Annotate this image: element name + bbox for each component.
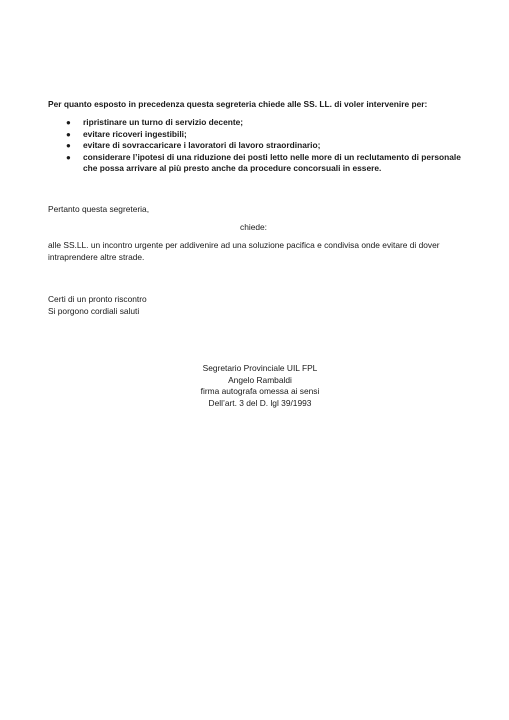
request-list	[48, 117, 468, 175]
signature-block	[160, 363, 360, 409]
bullet-icon: ●	[66, 129, 71, 139]
list-item	[48, 140, 468, 152]
intro-paragraph: Per quanto esposto in precedenza questa segreteria chiede alle SS. LL. di voler intervenire per:	[48, 99, 428, 109]
signature-note-1: firma autografa omessa ai sensi	[200, 386, 320, 396]
list-item-text: ripristinare un turno di servizio decente;	[83, 117, 244, 127]
bullet-icon: ●	[66, 141, 71, 150]
list-item	[48, 152, 468, 175]
bullet-icon: ●	[66, 152, 71, 162]
list-item	[48, 117, 468, 129]
list-item-text: evitare ricoveri ingestibili;	[83, 128, 187, 139]
closing-line-1: Certi di un pronto riscontro	[48, 294, 147, 304]
list-item-text: evitare di sovraccaricare i lavoratori di lavoro straordinario;	[83, 140, 321, 150]
chiede-line: chiede:	[240, 222, 268, 232]
closing-line-2: Si porgono cordiali saluti	[48, 306, 140, 316]
bullet-icon: ●	[66, 118, 71, 127]
list-item	[48, 129, 468, 141]
signature-note-2: Dell’art. 3 del D. lgl 39/1993	[208, 397, 312, 408]
request-paragraph: alle SS.LL. un incontro urgente per addivenire ad una soluzione pacifica e condivisa onde evitare di dover intraprendere altre strade.	[48, 240, 440, 262]
pertanto-line: Pertanto questa segreteria,	[48, 204, 150, 214]
signature-role: Segretario Provinciale UIL FPL	[202, 363, 318, 373]
signature-name: Angelo Rambaldi	[228, 374, 292, 385]
list-item-text: considerare l’ipotesi di una riduzione dei posti letto nelle more di un reclutamento di personale che possa arrivare al più presto anche da procedure concorsuali in essere.	[83, 151, 461, 173]
